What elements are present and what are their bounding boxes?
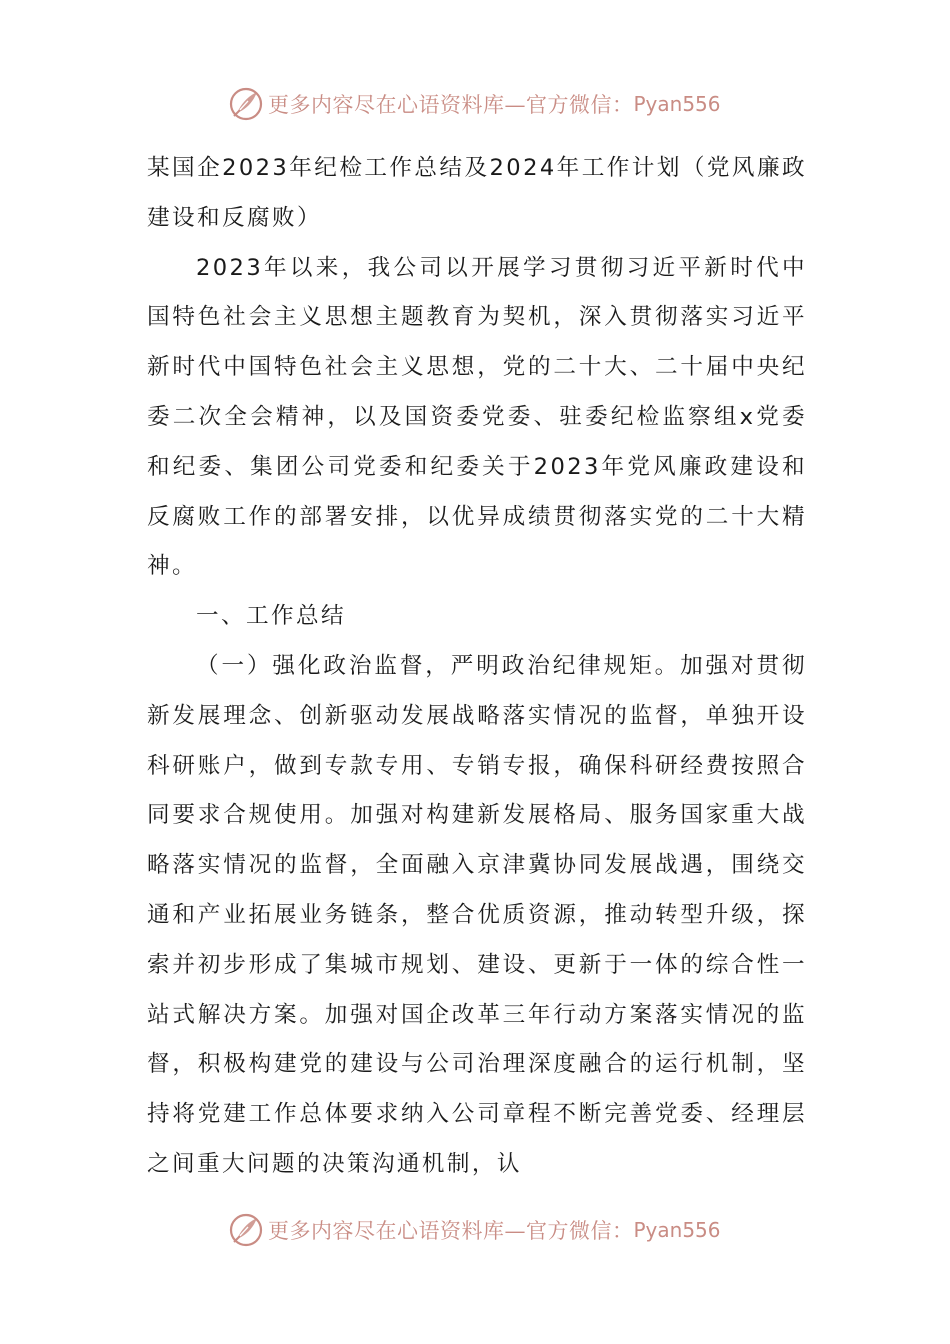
footer-watermark-banner	[228, 1210, 721, 1250]
banner-wechat-id: Pyan556	[633, 92, 721, 116]
feather-pen-logo-icon	[228, 1212, 264, 1248]
intro-paragraph: 2023年以来，我公司以开展学习贯彻习近平新时代中国特色社会主义思想主题教育为契机，深入贯彻落实习近平新时代中国特色社会主义思想，党的二十大、二十届中央纪委二次全会精神，以及国资委党委、驻委纪检监察组x党委和纪委、集团公司党委和纪委关于2023年党风廉政建设和反腐败工作的部署安排，以优异成绩贯彻落实党的二十大精神。	[147, 254, 807, 580]
document-body	[147, 144, 807, 1190]
section-heading: 一、工作总结	[196, 603, 346, 630]
feather-pen-logo-icon	[228, 86, 264, 122]
banner-text: 更多内容尽在心语资料库—官方微信：	[268, 1219, 634, 1243]
banner-wechat-id: Pyan556	[633, 1218, 721, 1242]
header-watermark-banner	[228, 84, 721, 124]
section-item-paragraph: （一）强化政治监督，严明政治纪律规矩。加强对贯彻新发展理念、创新驱动发展战略落实情况的监督，单独开设科研账户，做到专款专用、专销专报，确保科研经费按照合同要求合规使用。加强对构建新发展格局、服务国家重大战略落实情况的监督，全面融入京津冀协同发展战遇，围绕交通和产业拓展业务链条，整合优质资源，推动转型升级，探索并初步形成了集城市规划、建设、更新于一体的综合性一站式解决方案。加强对国企改革三年行动方案落实情况的监督，积极构建党的建设与公司治理深度融合的运行机制，坚持将党建工作总体要求纳入公司章程不断完善党委、经理层之间重大问题的决策沟通机制，认	[147, 652, 807, 1177]
banner-text: 更多内容尽在心语资料库—官方微信：	[268, 93, 634, 117]
document-title: 某国企2023年纪检工作总结及2024年工作计划（党风廉政建设和反腐败）	[147, 155, 807, 231]
